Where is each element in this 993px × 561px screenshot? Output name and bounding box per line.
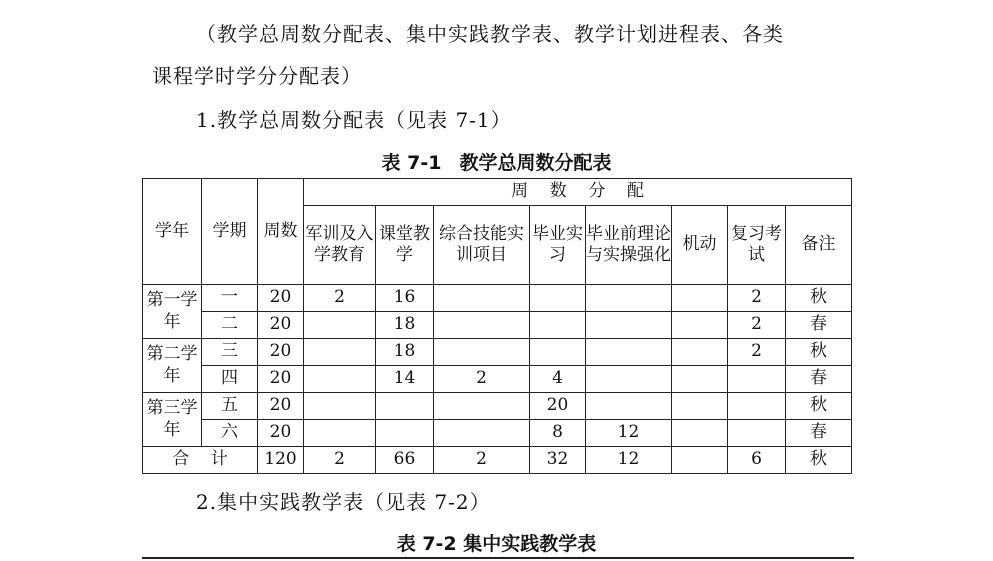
total-flexible bbox=[672, 447, 728, 474]
military-cell bbox=[304, 366, 376, 393]
skills-cell bbox=[434, 393, 530, 420]
total-pre-grad: 12 bbox=[586, 447, 672, 474]
classroom-cell: 18 bbox=[376, 339, 434, 366]
year-cell: 第三学年 bbox=[143, 393, 202, 447]
review-cell bbox=[728, 393, 786, 420]
internship-cell: 4 bbox=[530, 366, 586, 393]
review-cell bbox=[728, 366, 786, 393]
table-7-1-caption bbox=[0, 148, 993, 175]
skills-cell bbox=[434, 285, 530, 312]
classroom-cell: 16 bbox=[376, 285, 434, 312]
review-cell bbox=[728, 420, 786, 447]
note-cell: 春 bbox=[786, 420, 852, 447]
pre-grad-cell bbox=[586, 285, 672, 312]
military-cell bbox=[304, 393, 376, 420]
pre-grad-cell bbox=[586, 393, 672, 420]
header-note: 备注 bbox=[786, 206, 852, 285]
table-row bbox=[143, 366, 852, 393]
weeks-cell: 20 bbox=[258, 420, 304, 447]
header-pre-grad: 毕业前理论与实操强化 bbox=[586, 206, 672, 285]
year-cell: 第一学年 bbox=[143, 285, 202, 339]
internship-cell bbox=[530, 312, 586, 339]
header-week-distribution: 周 数 分 配 bbox=[304, 179, 852, 206]
table-header-row-1 bbox=[143, 179, 852, 206]
section-2-heading: 2.集中实践教学表（见表 7-2） bbox=[196, 490, 491, 514]
total-internship: 32 bbox=[530, 447, 586, 474]
header-weeks: 周数 bbox=[258, 179, 304, 285]
term-cell: 五 bbox=[202, 393, 258, 420]
total-row bbox=[143, 447, 852, 474]
note-cell: 秋 bbox=[786, 339, 852, 366]
note-cell: 秋 bbox=[786, 285, 852, 312]
internship-cell bbox=[530, 339, 586, 366]
note-cell: 春 bbox=[786, 366, 852, 393]
flexible-cell bbox=[672, 285, 728, 312]
classroom-cell: 14 bbox=[376, 366, 434, 393]
classroom-cell bbox=[376, 393, 434, 420]
table-row bbox=[143, 312, 852, 339]
skills-cell bbox=[434, 339, 530, 366]
internship-cell: 8 bbox=[530, 420, 586, 447]
total-classroom: 66 bbox=[376, 447, 434, 474]
military-cell bbox=[304, 420, 376, 447]
military-cell bbox=[304, 339, 376, 366]
weeks-cell: 20 bbox=[258, 312, 304, 339]
note-cell: 秋 bbox=[786, 393, 852, 420]
skills-cell bbox=[434, 420, 530, 447]
term-cell: 六 bbox=[202, 420, 258, 447]
weeks-cell: 20 bbox=[258, 393, 304, 420]
pre-grad-cell bbox=[586, 339, 672, 366]
weeks-cell: 20 bbox=[258, 285, 304, 312]
intro-line-2: 课程学时学分分配表） bbox=[152, 64, 362, 88]
header-internship: 毕业实习 bbox=[530, 206, 586, 285]
review-cell: 2 bbox=[728, 339, 786, 366]
classroom-cell: 18 bbox=[376, 312, 434, 339]
military-cell bbox=[304, 312, 376, 339]
review-cell: 2 bbox=[728, 312, 786, 339]
weeks-cell: 20 bbox=[258, 366, 304, 393]
pre-grad-cell bbox=[586, 366, 672, 393]
flexible-cell bbox=[672, 393, 728, 420]
week-allocation-table bbox=[142, 178, 852, 474]
total-military: 2 bbox=[304, 447, 376, 474]
note-cell: 春 bbox=[786, 312, 852, 339]
section-1-heading: 1.教学总周数分配表（见表 7-1） bbox=[196, 108, 512, 132]
table-row bbox=[143, 339, 852, 366]
term-cell: 三 bbox=[202, 339, 258, 366]
header-classroom: 课堂教学 bbox=[376, 206, 434, 285]
skills-cell bbox=[434, 312, 530, 339]
term-cell: 四 bbox=[202, 366, 258, 393]
term-cell: 一 bbox=[202, 285, 258, 312]
internship-cell bbox=[530, 285, 586, 312]
year-cell: 第二学年 bbox=[143, 339, 202, 393]
header-review: 复习考试 bbox=[728, 206, 786, 285]
table-row bbox=[143, 285, 852, 312]
flexible-cell bbox=[672, 366, 728, 393]
total-review: 6 bbox=[728, 447, 786, 474]
weeks-cell: 20 bbox=[258, 339, 304, 366]
table-7-1-number: 表 7-1 bbox=[381, 152, 442, 174]
header-skills: 综合技能实训项目 bbox=[434, 206, 530, 285]
review-cell: 2 bbox=[728, 285, 786, 312]
classroom-cell bbox=[376, 420, 434, 447]
header-military: 军训及入学教育 bbox=[304, 206, 376, 285]
header-flexible: 机动 bbox=[672, 206, 728, 285]
pre-grad-cell: 12 bbox=[586, 420, 672, 447]
intro-line-1: （教学总周数分配表、集中实践教学表、教学计划进程表、各类 bbox=[196, 22, 784, 46]
table-row bbox=[143, 420, 852, 447]
table-row bbox=[143, 393, 852, 420]
header-year: 学年 bbox=[143, 179, 202, 285]
flexible-cell bbox=[672, 339, 728, 366]
total-label: 合 计 bbox=[143, 447, 258, 474]
flexible-cell bbox=[672, 312, 728, 339]
internship-cell: 20 bbox=[530, 393, 586, 420]
total-weeks: 120 bbox=[258, 447, 304, 474]
pre-grad-cell bbox=[586, 312, 672, 339]
total-note: 秋 bbox=[786, 447, 852, 474]
military-cell: 2 bbox=[304, 285, 376, 312]
total-skills: 2 bbox=[434, 447, 530, 474]
term-cell: 二 bbox=[202, 312, 258, 339]
flexible-cell bbox=[672, 420, 728, 447]
header-term: 学期 bbox=[202, 179, 258, 285]
skills-cell: 2 bbox=[434, 366, 530, 393]
table-7-2-top-border bbox=[142, 557, 854, 559]
table-7-2-caption: 表 7-2 集中实践教学表 bbox=[396, 533, 597, 555]
table-7-1-title: 教学总周数分配表 bbox=[459, 152, 612, 174]
